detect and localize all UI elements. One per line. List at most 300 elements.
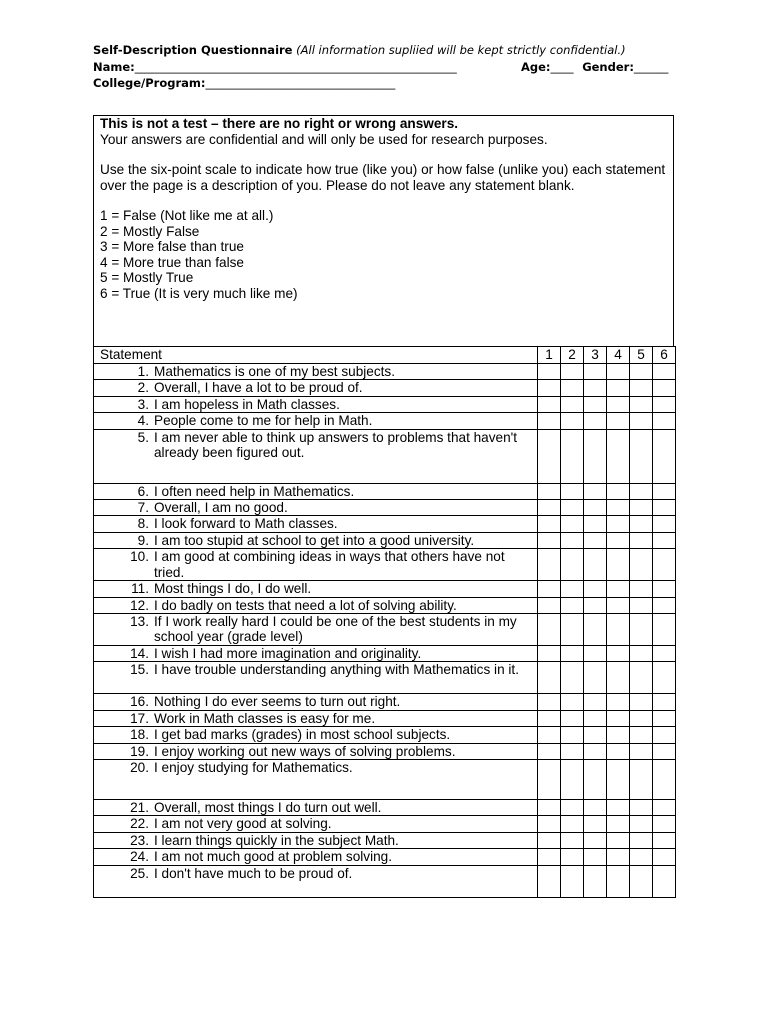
scale-option: 5 = Mostly True — [100, 270, 194, 285]
statement-number: 3. — [137, 396, 149, 412]
rating-cell-4[interactable] — [607, 849, 630, 865]
rating-cell-3[interactable] — [584, 662, 607, 694]
rating-cell-5[interactable] — [630, 396, 653, 412]
statement-text: Work in Math classes is easy for me. — [154, 710, 376, 726]
statement-cell — [94, 865, 538, 897]
questionnaire-table — [93, 346, 676, 898]
rating-cell-5[interactable] — [630, 500, 653, 516]
age-field[interactable]: ____ — [550, 60, 574, 74]
statement-item — [100, 380, 537, 395]
rating-cell-4[interactable] — [607, 549, 630, 581]
statement-text: I am not much good at problem solving. — [154, 849, 393, 865]
rating-cell-2[interactable] — [561, 743, 584, 759]
statement-text: I am too stupid at school to get into a good university. — [154, 532, 475, 548]
statement-cell — [94, 710, 538, 726]
statement-text: I enjoy studying for Mathematics. — [154, 759, 353, 775]
statement-item — [100, 413, 537, 428]
table-row — [94, 710, 676, 726]
rating-cell-2[interactable] — [561, 662, 584, 694]
rating-cell-2[interactable] — [561, 816, 584, 832]
statement-item — [100, 744, 537, 759]
statement-number: 15. — [130, 662, 149, 678]
statement-cell — [94, 645, 538, 661]
statement-item — [100, 598, 537, 613]
rating-cell-2[interactable] — [561, 364, 584, 380]
college-row — [93, 76, 395, 91]
statement-number: 19. — [130, 743, 149, 759]
scale-option: 2 = Mostly False — [100, 223, 200, 239]
rating-cell-6[interactable] — [653, 614, 676, 646]
rating-cell-6[interactable] — [653, 581, 676, 597]
statement-cell — [94, 743, 538, 759]
statement-text: I enjoy working out new ways of solving problems. — [154, 743, 456, 759]
rating-cell-6[interactable] — [653, 694, 676, 710]
rating-cell-2[interactable] — [561, 849, 584, 865]
statement-cell — [94, 581, 538, 597]
rating-cell-6[interactable] — [653, 727, 676, 743]
rating-cell-1[interactable] — [538, 597, 561, 613]
college-label: College/Program: — [93, 76, 206, 90]
statement-item — [100, 397, 537, 412]
rating-cell-1[interactable] — [538, 429, 561, 483]
rating-cell-2[interactable] — [561, 597, 584, 613]
statement-cell — [94, 759, 538, 799]
rating-cell-2[interactable] — [561, 645, 584, 661]
table-row — [94, 483, 676, 499]
rating-cell-3[interactable] — [584, 832, 607, 848]
rating-cell-2[interactable] — [561, 581, 584, 597]
statement-cell — [94, 694, 538, 710]
statement-cell — [94, 816, 538, 832]
statement-cell — [94, 614, 538, 646]
statement-number: 4. — [137, 413, 149, 429]
rating-cell-2[interactable] — [561, 429, 584, 483]
rating-cell-6[interactable] — [653, 865, 676, 897]
statement-cell — [94, 849, 538, 865]
rating-cell-1[interactable] — [538, 710, 561, 726]
rating-cell-2[interactable] — [561, 865, 584, 897]
rating-cell-1[interactable] — [538, 581, 561, 597]
scale-option: 3 = More false than true — [100, 239, 244, 254]
statement-item — [100, 711, 537, 726]
statement-item — [100, 760, 537, 775]
rating-cell-5[interactable] — [630, 516, 653, 532]
rating-cell-2[interactable] — [561, 710, 584, 726]
rating-cell-2[interactable] — [561, 500, 584, 516]
rating-cell-4[interactable] — [607, 832, 630, 848]
table-row — [94, 413, 676, 429]
statement-cell — [94, 500, 538, 516]
rating-cell-5[interactable] — [630, 645, 653, 661]
rating-cell-1[interactable] — [538, 483, 561, 499]
statement-text: I do badly on tests that need a lot of solving ability. — [154, 597, 457, 613]
statement-item — [100, 581, 537, 596]
scale-header-3: 3 — [584, 347, 607, 364]
statement-text: I have trouble understanding anything with Mathematics in it. — [154, 662, 519, 678]
table-row — [94, 364, 676, 380]
table-row — [94, 662, 676, 694]
rating-cell-6[interactable] — [653, 710, 676, 726]
table-row — [94, 849, 676, 865]
statement-number: 10. — [130, 549, 149, 565]
statement-cell — [94, 597, 538, 613]
statement-number: 7. — [137, 500, 149, 516]
rating-cell-3[interactable] — [584, 500, 607, 516]
name-label: Name: — [93, 60, 135, 74]
gender-field[interactable]: ______ — [633, 60, 669, 74]
statement-cell — [94, 799, 538, 815]
rating-cell-5[interactable] — [630, 710, 653, 726]
rating-cell-5[interactable] — [630, 581, 653, 597]
rating-cell-2[interactable] — [561, 380, 584, 396]
rating-cell-1[interactable] — [538, 380, 561, 396]
scale-header-1: 1 — [538, 347, 561, 364]
college-field[interactable]: _________________________________ — [205, 76, 396, 90]
rating-cell-4[interactable] — [607, 483, 630, 499]
statement-text: Overall, I am no good. — [154, 500, 288, 516]
rating-cell-1[interactable] — [538, 364, 561, 380]
table-row — [94, 727, 676, 743]
statement-number: 6. — [137, 483, 149, 499]
rating-cell-4[interactable] — [607, 429, 630, 483]
rating-cell-6[interactable] — [653, 364, 676, 380]
scale-option: 1 = False (Not like me at all.) — [100, 208, 274, 223]
rating-cell-4[interactable] — [607, 364, 630, 380]
rating-cell-6[interactable] — [653, 413, 676, 429]
rating-cell-4[interactable] — [607, 865, 630, 897]
rating-cell-4[interactable] — [607, 710, 630, 726]
gender-label: Gender: — [582, 60, 634, 74]
table-row — [94, 865, 676, 897]
scale-legend — [100, 208, 667, 301]
rating-cell-3[interactable] — [584, 759, 607, 799]
rating-cell-2[interactable] — [561, 396, 584, 412]
statement-item — [100, 866, 537, 881]
rating-cell-5[interactable] — [630, 799, 653, 815]
statement-number: 17. — [130, 710, 149, 726]
rating-cell-1[interactable] — [538, 549, 561, 581]
statement-text: If I work really hard I could be one of the best students in my school year (grade level) — [154, 614, 517, 645]
statement-cell — [94, 413, 538, 429]
statement-item — [100, 816, 537, 831]
rating-cell-5[interactable] — [630, 614, 653, 646]
rating-cell-3[interactable] — [584, 645, 607, 661]
rating-cell-3[interactable] — [584, 694, 607, 710]
table-row — [94, 645, 676, 661]
statement-item — [100, 833, 537, 848]
rating-cell-1[interactable] — [538, 865, 561, 897]
rating-cell-5[interactable] — [630, 413, 653, 429]
statement-text: I am good at combining ideas in ways that others have not tried. — [154, 549, 505, 580]
rating-cell-6[interactable] — [653, 532, 676, 548]
rating-cell-6[interactable] — [653, 743, 676, 759]
statement-cell — [94, 429, 538, 483]
name-field[interactable]: ________________________________________________________ — [134, 60, 457, 74]
rating-cell-3[interactable] — [584, 816, 607, 832]
rating-cell-5[interactable] — [630, 727, 653, 743]
rating-cell-4[interactable] — [607, 614, 630, 646]
rating-cell-4[interactable] — [607, 727, 630, 743]
rating-cell-1[interactable] — [538, 799, 561, 815]
rating-cell-4[interactable] — [607, 645, 630, 661]
table-row — [94, 799, 676, 815]
statement-item — [100, 549, 537, 580]
statement-number: 20. — [130, 759, 149, 775]
rating-cell-3[interactable] — [584, 710, 607, 726]
statement-cell — [94, 832, 538, 848]
statement-item — [100, 646, 537, 661]
age-gender-row — [521, 60, 668, 75]
rating-cell-1[interactable] — [538, 662, 561, 694]
confidential-note: (All information supliied will be kept strictly confidential.) — [296, 43, 626, 57]
statement-cell — [94, 483, 538, 499]
rating-cell-3[interactable] — [584, 413, 607, 429]
rating-cell-2[interactable] — [561, 413, 584, 429]
scale-option: 4 = More true than false — [100, 254, 244, 270]
scale-instructions: Use the six-point scale to indicate how true (like you) or how false (unlike you) each statement over the page is a description of you. Please do not leave any statement blank. — [100, 162, 666, 193]
rating-cell-3[interactable] — [584, 743, 607, 759]
scale-header-5: 5 — [630, 347, 653, 364]
rating-cell-4[interactable] — [607, 380, 630, 396]
rating-cell-2[interactable] — [561, 516, 584, 532]
rating-cell-1[interactable] — [538, 614, 561, 646]
rating-cell-1[interactable] — [538, 743, 561, 759]
statement-number: 16. — [130, 694, 149, 710]
rating-cell-5[interactable] — [630, 832, 653, 848]
rating-cell-1[interactable] — [538, 832, 561, 848]
rating-cell-6[interactable] — [653, 816, 676, 832]
statement-number: 23. — [130, 832, 149, 848]
rating-cell-5[interactable] — [630, 743, 653, 759]
rating-cell-4[interactable] — [607, 516, 630, 532]
scale-header-6: 6 — [653, 347, 676, 364]
name-row — [93, 60, 457, 75]
table-header-row — [94, 347, 676, 364]
form-title-line — [93, 43, 626, 58]
rating-cell-6[interactable] — [653, 483, 676, 499]
rating-cell-3[interactable] — [584, 429, 607, 483]
rating-cell-1[interactable] — [538, 396, 561, 412]
rating-cell-5[interactable] — [630, 816, 653, 832]
confidential-text: Your answers are confidential and will only be used for research purposes. — [100, 131, 548, 147]
rating-cell-4[interactable] — [607, 816, 630, 832]
table-row — [94, 532, 676, 548]
rating-cell-5[interactable] — [630, 597, 653, 613]
statement-cell — [94, 549, 538, 581]
rating-cell-2[interactable] — [561, 799, 584, 815]
scale-header-2: 2 — [561, 347, 584, 364]
rating-cell-6[interactable] — [653, 849, 676, 865]
rating-cell-3[interactable] — [584, 532, 607, 548]
rating-cell-1[interactable] — [538, 500, 561, 516]
statement-item — [100, 849, 537, 864]
rating-cell-1[interactable] — [538, 413, 561, 429]
rating-cell-5[interactable] — [630, 865, 653, 897]
rating-cell-3[interactable] — [584, 581, 607, 597]
rating-cell-3[interactable] — [584, 865, 607, 897]
rating-cell-6[interactable] — [653, 549, 676, 581]
rating-cell-3[interactable] — [584, 364, 607, 380]
rating-cell-5[interactable] — [630, 549, 653, 581]
rating-cell-6[interactable] — [653, 516, 676, 532]
statement-number: 8. — [137, 516, 149, 532]
rating-cell-6[interactable] — [653, 380, 676, 396]
rating-cell-5[interactable] — [630, 662, 653, 694]
rating-cell-4[interactable] — [607, 413, 630, 429]
rating-cell-2[interactable] — [561, 727, 584, 743]
rating-cell-5[interactable] — [630, 380, 653, 396]
statement-cell — [94, 662, 538, 694]
rating-cell-3[interactable] — [584, 549, 607, 581]
rating-cell-6[interactable] — [653, 429, 676, 483]
rating-cell-3[interactable] — [584, 483, 607, 499]
table-row — [94, 549, 676, 581]
scale-header-4: 4 — [607, 347, 630, 364]
statement-number: 1. — [137, 364, 149, 379]
rating-cell-1[interactable] — [538, 759, 561, 799]
table-row — [94, 516, 676, 532]
rating-cell-5[interactable] — [630, 364, 653, 380]
rating-cell-1[interactable] — [538, 516, 561, 532]
statement-number: 24. — [130, 849, 149, 865]
statement-item — [100, 694, 537, 709]
form-title: Self-Description Questionnaire — [93, 43, 293, 57]
statement-number: 9. — [137, 532, 149, 548]
table-row — [94, 614, 676, 646]
rating-cell-6[interactable] — [653, 597, 676, 613]
statement-text: I am hopeless in Math classes. — [154, 396, 340, 412]
statement-number: 14. — [130, 645, 149, 661]
statement-item — [100, 533, 537, 548]
statement-text: I often need help in Mathematics. — [154, 483, 355, 499]
statement-text: I wish I had more imagination and originality. — [154, 645, 422, 661]
statement-number: 21. — [130, 799, 149, 815]
instructions-box — [93, 115, 674, 346]
rating-cell-5[interactable] — [630, 429, 653, 483]
statement-cell — [94, 516, 538, 532]
statement-number: 12. — [130, 597, 149, 613]
rating-cell-3[interactable] — [584, 614, 607, 646]
rating-cell-6[interactable] — [653, 832, 676, 848]
rating-cell-5[interactable] — [630, 694, 653, 710]
rating-cell-2[interactable] — [561, 483, 584, 499]
statement-item — [100, 727, 537, 742]
rating-cell-1[interactable] — [538, 645, 561, 661]
rating-cell-6[interactable] — [653, 645, 676, 661]
rating-cell-4[interactable] — [607, 597, 630, 613]
statement-number: 5. — [137, 429, 149, 445]
statement-cell — [94, 364, 538, 380]
rating-cell-6[interactable] — [653, 662, 676, 694]
rating-cell-4[interactable] — [607, 500, 630, 516]
rating-cell-1[interactable] — [538, 694, 561, 710]
statement-text: People come to me for help in Math. — [154, 413, 373, 429]
table-row — [94, 429, 676, 483]
table-row — [94, 832, 676, 848]
rating-cell-4[interactable] — [607, 396, 630, 412]
rating-cell-5[interactable] — [630, 849, 653, 865]
rating-cell-2[interactable] — [561, 759, 584, 799]
rating-cell-6[interactable] — [653, 759, 676, 799]
statement-cell — [94, 727, 538, 743]
table-row — [94, 396, 676, 412]
statement-cell — [94, 396, 538, 412]
rating-cell-4[interactable] — [607, 759, 630, 799]
rating-cell-2[interactable] — [561, 614, 584, 646]
rating-cell-4[interactable] — [607, 694, 630, 710]
statement-text: Overall, I have a lot to be proud of. — [154, 380, 363, 396]
rating-cell-3[interactable] — [584, 380, 607, 396]
age-label: Age: — [521, 60, 551, 74]
rating-cell-6[interactable] — [653, 500, 676, 516]
statement-item — [100, 516, 537, 531]
table-row — [94, 694, 676, 710]
statement-text: I am never able to think up answers to problems that haven't already been figured out. — [154, 429, 518, 461]
statement-text: I learn things quickly in the subject Math. — [154, 832, 399, 848]
scale-option: 6 = True (It is very much like me) — [100, 285, 298, 301]
rating-cell-3[interactable] — [584, 849, 607, 865]
statement-text: I get bad marks (grades) in most school subjects. — [154, 727, 451, 743]
statement-text: Most things I do, I do well. — [154, 581, 312, 597]
rating-cell-4[interactable] — [607, 581, 630, 597]
rating-cell-5[interactable] — [630, 483, 653, 499]
statement-text: Nothing I do ever seems to turn out right. — [154, 694, 401, 710]
rating-cell-2[interactable] — [561, 549, 584, 581]
statement-number: 25. — [130, 865, 149, 881]
rating-cell-5[interactable] — [630, 759, 653, 799]
rating-cell-1[interactable] — [538, 816, 561, 832]
rating-cell-3[interactable] — [584, 396, 607, 412]
rating-cell-4[interactable] — [607, 799, 630, 815]
table-row — [94, 597, 676, 613]
statement-item — [100, 800, 537, 815]
rating-cell-4[interactable] — [607, 662, 630, 694]
table-row — [94, 743, 676, 759]
rating-cell-5[interactable] — [630, 532, 653, 548]
statement-number: 22. — [130, 816, 149, 832]
rating-cell-6[interactable] — [653, 799, 676, 815]
statement-text: I look forward to Math classes. — [154, 516, 338, 532]
table-row — [94, 581, 676, 597]
statement-cell — [94, 380, 538, 396]
rating-cell-3[interactable] — [584, 727, 607, 743]
statement-item — [100, 430, 537, 461]
rating-cell-4[interactable] — [607, 743, 630, 759]
rating-cell-2[interactable] — [561, 532, 584, 548]
table-row — [94, 816, 676, 832]
statement-text: I am not very good at solving. — [154, 816, 332, 832]
rating-cell-2[interactable] — [561, 832, 584, 848]
rating-cell-3[interactable] — [584, 799, 607, 815]
rating-cell-6[interactable] — [653, 396, 676, 412]
rating-cell-3[interactable] — [584, 516, 607, 532]
rating-cell-3[interactable] — [584, 597, 607, 613]
rating-cell-1[interactable] — [538, 727, 561, 743]
table-row — [94, 380, 676, 396]
statement-item — [100, 500, 537, 515]
rating-cell-4[interactable] — [607, 532, 630, 548]
table-row — [94, 759, 676, 799]
statement-text: I don't have much to be proud of. — [154, 865, 353, 881]
rating-cell-1[interactable] — [538, 849, 561, 865]
rating-cell-2[interactable] — [561, 694, 584, 710]
rating-cell-1[interactable] — [538, 532, 561, 548]
statement-number: 2. — [137, 380, 149, 396]
statement-item — [100, 614, 537, 645]
statement-item — [100, 364, 537, 379]
statement-header: Statement — [94, 347, 538, 364]
statement-cell — [94, 532, 538, 548]
